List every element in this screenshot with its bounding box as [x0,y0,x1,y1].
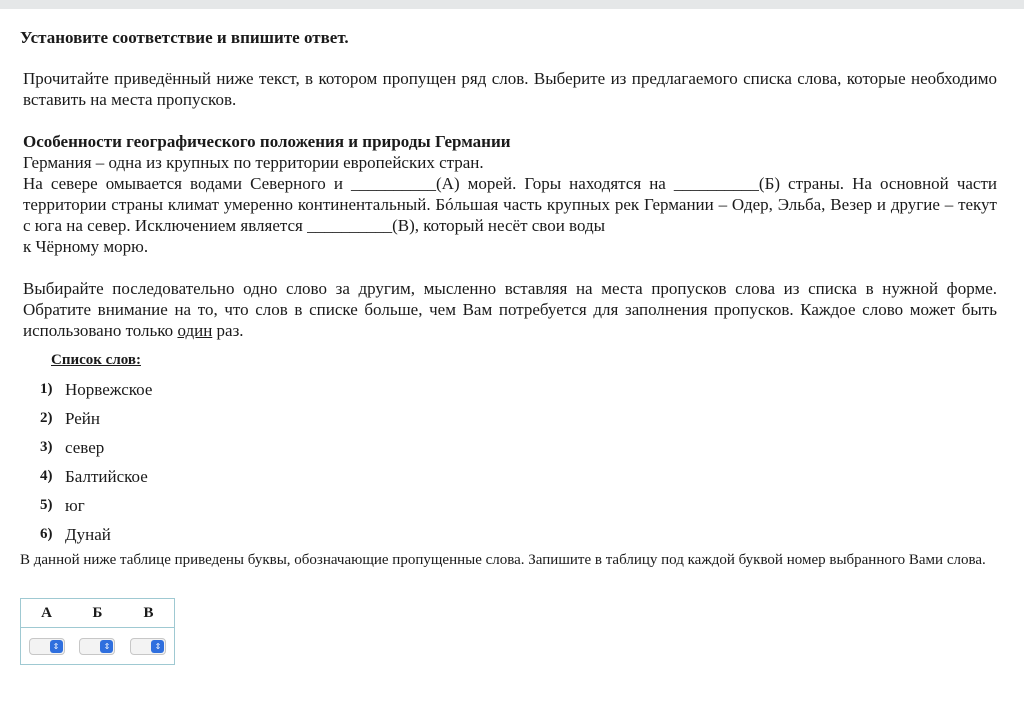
word-text: юг [65,495,85,515]
answer-select-a[interactable] [29,638,65,655]
updown-chevron-icon: ⇕ [151,640,164,653]
updown-chevron-icon: ⇕ [100,640,113,653]
word-number: 2) [40,410,53,426]
word-number: 1) [40,381,53,397]
instructions [23,278,997,341]
word-text: Дунай [65,524,111,544]
instructions-emphasis: один [177,321,213,340]
list-item [40,520,152,549]
list-item [40,375,152,404]
word-list-title: Список слов: [51,352,141,368]
answer-note: В данной ниже таблице приведены буквы, обозначающие пропущенные слова. Запишите в таблицу под каждой буквой номер выбранного Вами слова. [20,552,986,568]
word-text: Балтийское [65,466,148,486]
task-intro: Прочитайте приведённый ниже текст, в котором пропущен ряд слов. Выберите из предлагаемого списка слова, которые необходимо вставить на места пропусков. [23,69,997,109]
instructions-part-1: Выбирайте последовательно одно слово за другим, мысленно вставляя на места пропусков слова из списка в нужной форме. Обратите внимание на то, что слов в списке больше, чем Вам потребуется для заполнения пропусков. Каждое слово может быть использовано только [23,279,997,340]
word-text: Норвежское [65,379,153,399]
column-header-v: В [123,599,175,628]
task-title: Установите соответствие и впишите ответ. [20,28,349,47]
word-number: 5) [40,497,53,513]
word-number: 6) [40,526,53,542]
column-header-b: Б [72,599,123,628]
word-text: Рейн [65,408,100,428]
text-line-1: Германия – одна из крупных по территории европейских стран. [23,153,484,172]
text-heading: Особенности географического положения и природы Германии [23,132,511,151]
word-list [40,375,152,549]
word-number: 3) [40,439,53,455]
updown-chevron-icon: ⇕ [50,640,63,653]
text-line-ending: к Чёрному морю. [23,237,149,256]
list-item [40,462,152,491]
answer-table [20,598,175,665]
list-item [40,433,152,462]
column-header-a: А [21,599,73,628]
text-body: На севере омывается водами Северного и __________(А) морей. Горы находятся на __________(Б) страны. На основной части территории страны климат умеренно континентальный. Бóльшая часть крупных рек Германии – Одер, Эльба, Везер и другие – текут с юга на север. Исключением является __________(В), который несёт свои воды [23,174,997,235]
top-bar [0,0,1024,9]
list-item [40,491,152,520]
list-item [40,404,152,433]
instructions-part-2: раз. [216,321,244,340]
word-text: север [65,437,105,457]
word-number: 4) [40,468,53,484]
answer-select-b[interactable] [79,638,115,655]
answer-select-v[interactable] [130,638,166,655]
